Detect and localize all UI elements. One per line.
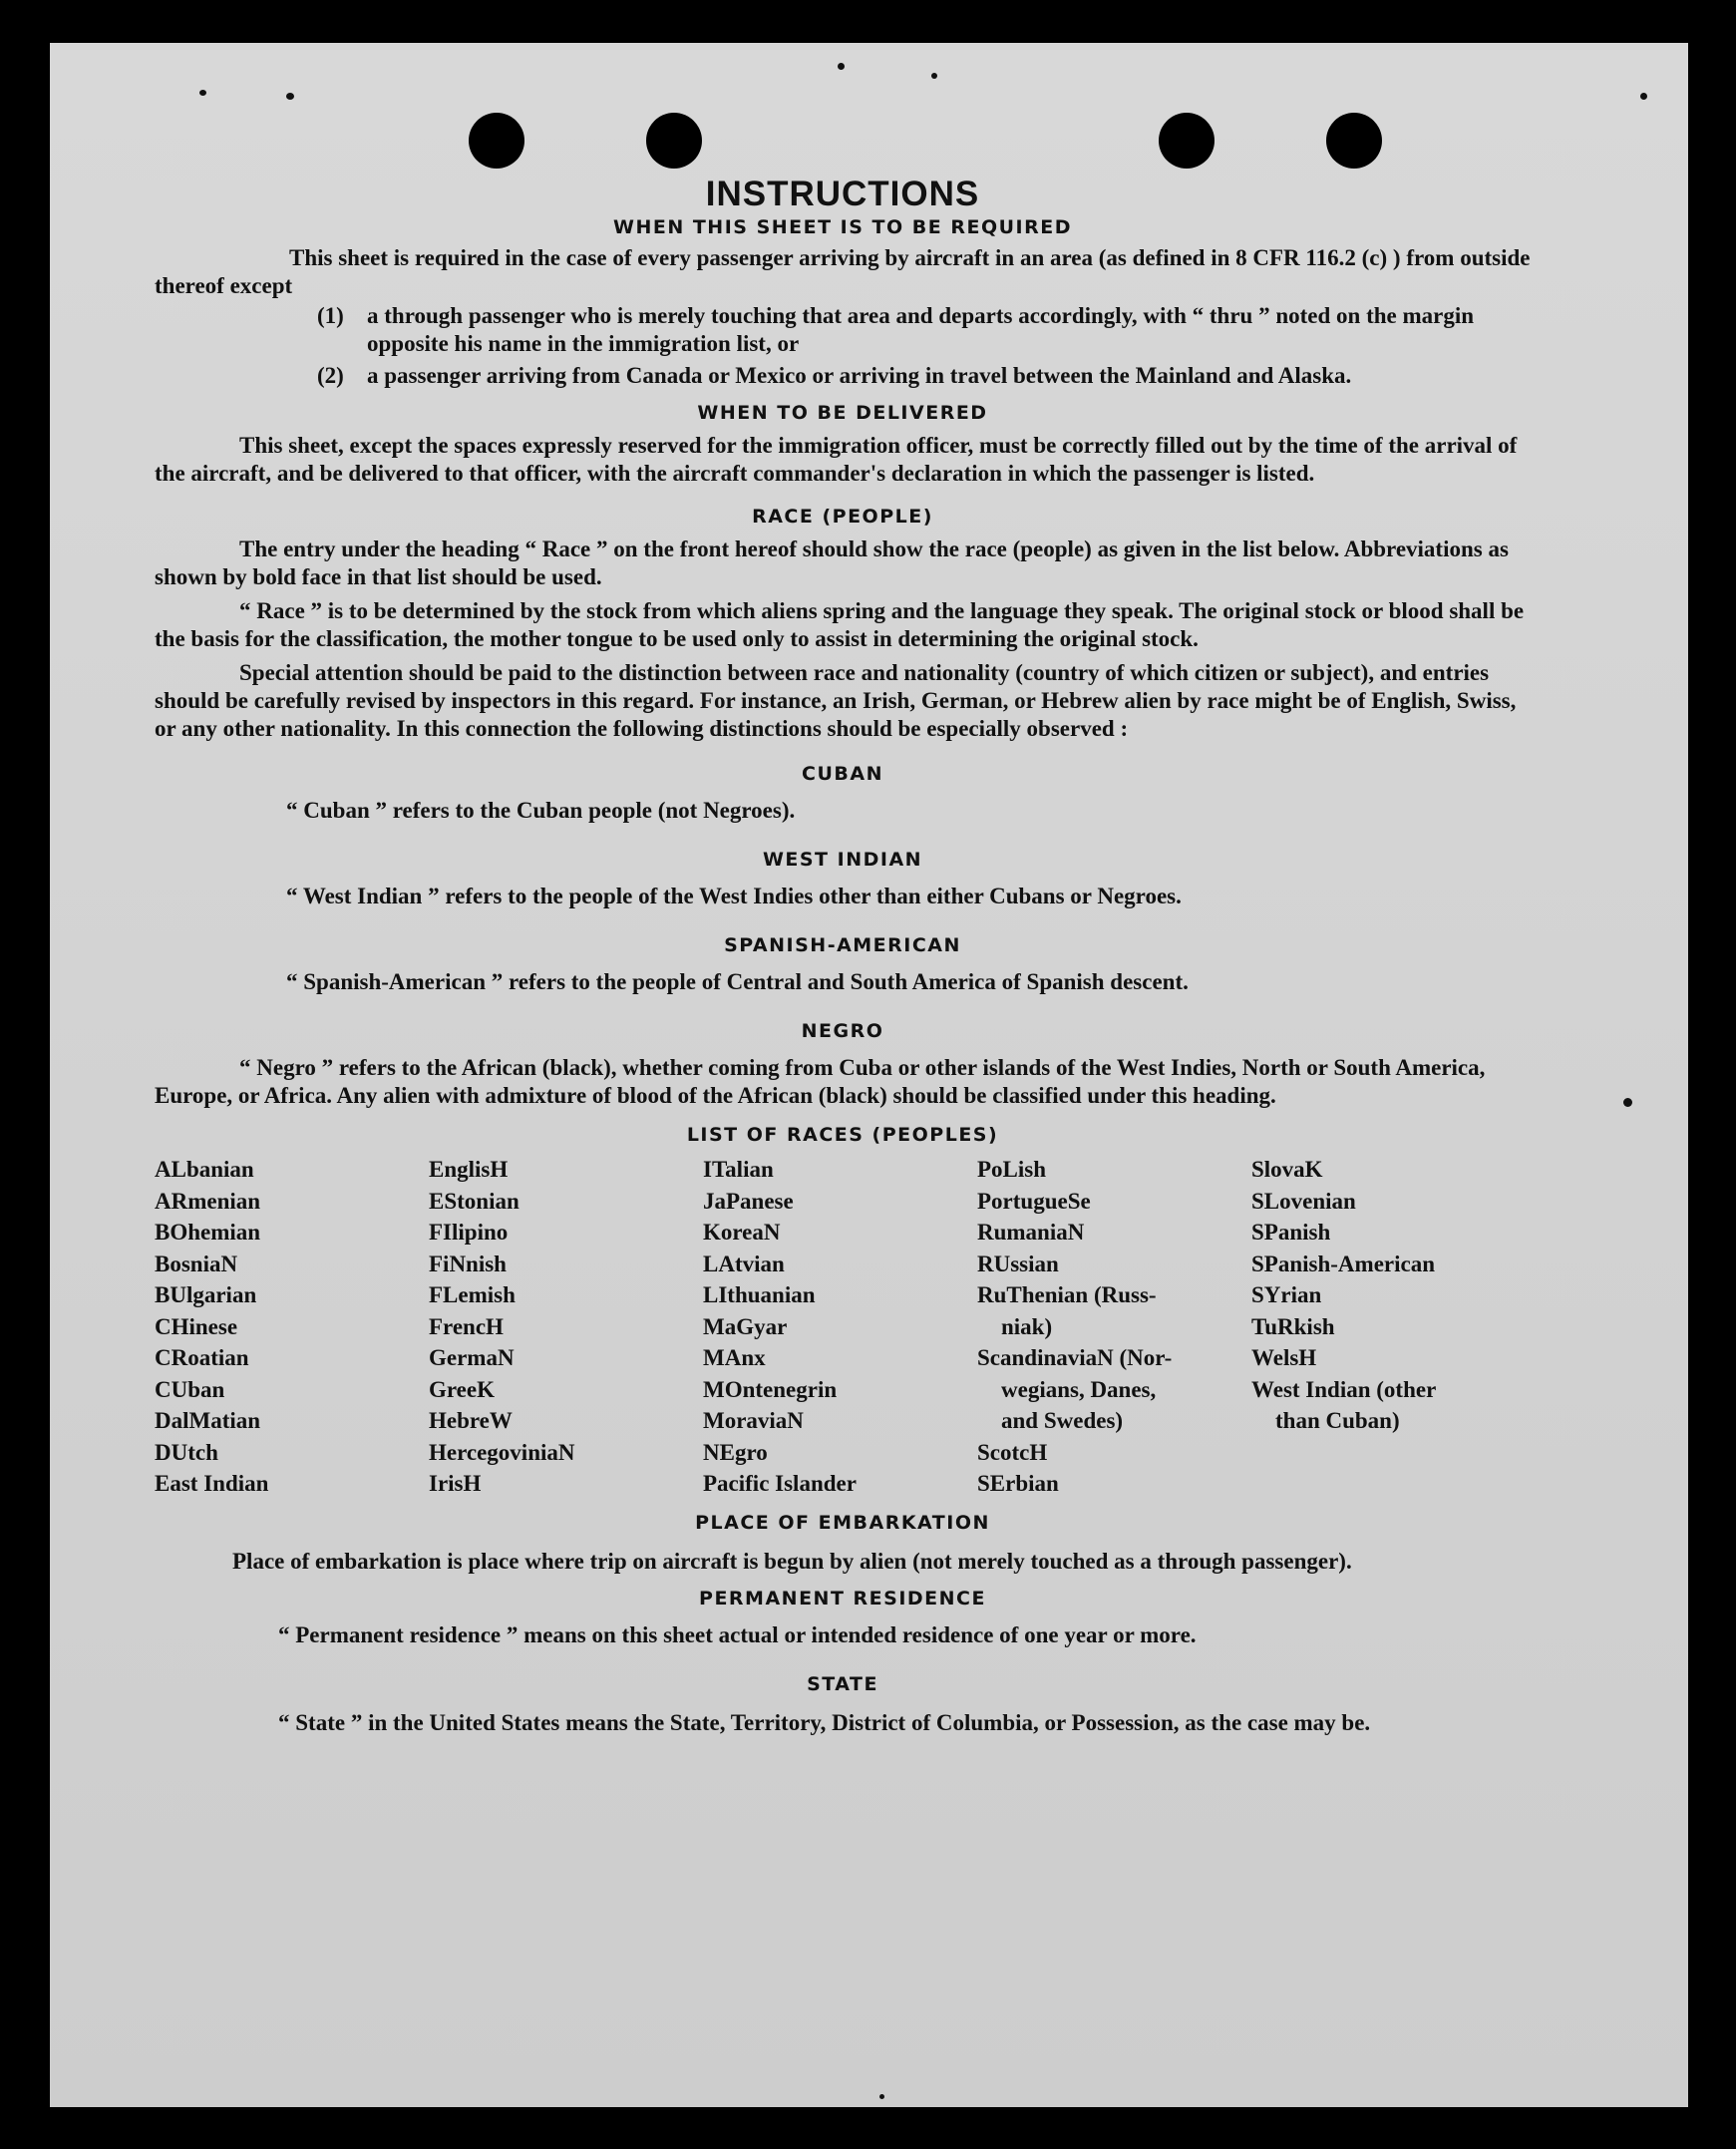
- section-heading: SPANISH-AMERICAN: [724, 934, 961, 956]
- paragraph: “ Permanent residence ” means on this sheet actual or intended residence of one year or more.: [278, 1621, 1197, 1647]
- item-text: a passenger arriving from Canada or Mexico or arriving in travel between the Mainland and Alaska.: [367, 363, 1352, 388]
- race-item: CHinese: [155, 1313, 238, 1339]
- race-item: RuThenian (Russ-: [977, 1282, 1157, 1307]
- paragraph: “ West Indian ” refers to the people of the West Indies other than either Cubans or Negroes.: [286, 884, 1182, 908]
- race-item: GreeK: [429, 1376, 495, 1402]
- race-item: TuRkish: [1251, 1313, 1335, 1339]
- race-item: LIthuanian: [703, 1282, 816, 1307]
- race-item: MoraviaN: [703, 1408, 804, 1433]
- section-heading: WEST INDIAN: [762, 849, 923, 871]
- race-item: WelsH: [1251, 1345, 1317, 1370]
- race-item: NEgro: [703, 1439, 768, 1465]
- paragraph: This sheet is required in the case of every passenger arriving by aircraft in an area (as defined in 8 CFR 116.2 (c) ) from outside thereof except: [155, 245, 1531, 298]
- race-item: RUssian: [977, 1251, 1059, 1276]
- race-item: GermaN: [429, 1345, 515, 1370]
- race-item: SLovenian: [1251, 1188, 1356, 1214]
- race-item: EnglisH: [429, 1157, 509, 1182]
- paragraph: Special attention should be paid to the distinction between race and nationality (country of which citizen or subject), and entries should be carefully revised by inspectors in this regard. For instance, an Irish, German, or Hebrew alien by race might be of English, Swiss, or any other nationality. In this connection the following distinctions should be especially observed :: [155, 660, 1517, 741]
- punch-hole: [1159, 113, 1215, 169]
- paragraph: This sheet, except the spaces expressly reserved for the immigration officer, must be correctly filled out by the time of the arrival of the aircraft, and be delivered to that officer, with the aircraft commander's declaration in which the passenger is listed.: [155, 433, 1518, 486]
- section-heading: NEGRO: [801, 1020, 884, 1042]
- list-item: [317, 302, 1531, 358]
- paragraph: “ Spanish-American ” refers to the people of Central and South America of Spanish descent.: [286, 969, 1189, 994]
- race-item: DalMatian: [155, 1408, 261, 1433]
- race-item: MaGyar: [703, 1313, 788, 1339]
- races-column: [977, 1154, 1251, 1500]
- punch-hole: [646, 113, 702, 169]
- race-item: SPanish-American: [1251, 1251, 1435, 1276]
- paragraph: “ Race ” is to be determined by the stock from which aliens spring and the language they speak. The original stock or blood shall be the basis for the classification, the mother tongue to be used only to assist in determining the original stock.: [155, 598, 1525, 651]
- section-heading: STATE: [807, 1672, 878, 1695]
- race-item: BOhemian: [155, 1220, 261, 1245]
- race-item: FrencH: [429, 1313, 504, 1339]
- ink-speck: [199, 90, 206, 96]
- section-heading: WHEN TO BE DELIVERED: [697, 402, 988, 424]
- paragraph: Place of embarkation is place where trip on aircraft is begun by alien (not merely touched as a through passenger).: [232, 1548, 1352, 1574]
- races-list: [155, 1154, 1531, 1500]
- punch-hole: [1326, 113, 1382, 169]
- ink-speck: [1640, 93, 1647, 100]
- section-heading: LIST OF RACES (PEOPLES): [686, 1124, 999, 1146]
- ink-speck: [286, 93, 294, 100]
- race-item: FiNnish: [429, 1251, 507, 1276]
- race-item: RumaniaN: [977, 1220, 1085, 1245]
- ink-speck: [879, 2094, 884, 2099]
- race-item: LAtvian: [703, 1251, 785, 1276]
- ink-speck: [838, 63, 845, 70]
- race-item: niak): [1001, 1313, 1053, 1339]
- race-item: MOntenegrin: [703, 1376, 838, 1402]
- race-item: HebreW: [429, 1408, 513, 1433]
- race-item: HercegoviniaN: [429, 1439, 575, 1465]
- races-column: [1251, 1154, 1551, 1500]
- races-column: [429, 1154, 703, 1500]
- race-item: Pacific Islander: [703, 1471, 857, 1496]
- race-item: ScandinaviaN (Nor-: [977, 1345, 1173, 1370]
- ink-speck: [1623, 1098, 1632, 1107]
- section-heading: WHEN THIS SHEET IS TO BE REQUIRED: [612, 216, 1072, 238]
- list-item: [317, 362, 1531, 390]
- paragraph: “ State ” in the United States means the State, Territory, District of Columbia, or Possession, as the case may be.: [278, 1709, 1371, 1735]
- race-item: ITalian: [703, 1157, 774, 1182]
- race-item: SErbian: [977, 1471, 1059, 1496]
- race-item: East Indian: [155, 1471, 269, 1496]
- instructions-content: [155, 175, 1531, 1739]
- race-item: West Indian (other: [1251, 1376, 1437, 1402]
- race-item: SlovaK: [1251, 1157, 1323, 1182]
- race-item: wegians, Danes,: [1001, 1376, 1157, 1402]
- race-item: EStonian: [429, 1188, 520, 1214]
- race-item: JaPanese: [703, 1188, 794, 1214]
- race-item: KoreaN: [703, 1220, 781, 1245]
- race-item: FIlipino: [429, 1220, 509, 1245]
- paragraph: “ Cuban ” refers to the Cuban people (not Negroes).: [286, 798, 796, 823]
- race-item: BosniaN: [155, 1251, 238, 1276]
- race-item: ARmenian: [155, 1188, 261, 1214]
- paragraph: The entry under the heading “ Race ” on the front hereof should show the race (people) as given in the list below. Abbreviations as shown by bold face in that list should be used.: [155, 537, 1509, 589]
- race-item: ALbanian: [155, 1157, 254, 1182]
- punch-hole: [469, 113, 524, 169]
- race-item: SPanish: [1251, 1220, 1331, 1245]
- races-column: [155, 1154, 429, 1500]
- race-item: CRoatian: [155, 1345, 249, 1370]
- ink-speck: [931, 73, 937, 79]
- race-item: SYrian: [1251, 1282, 1322, 1307]
- section-heading: PLACE OF EMBARKATION: [695, 1511, 990, 1534]
- race-item: MAnx: [703, 1345, 766, 1370]
- page-title: INSTRUCTIONS: [705, 175, 980, 213]
- race-item: ScotcH: [977, 1439, 1048, 1465]
- race-item: DUtch: [155, 1439, 218, 1465]
- race-item: than Cuban): [1275, 1408, 1400, 1433]
- item-number: (2): [317, 363, 344, 388]
- race-item: BUlgarian: [155, 1282, 257, 1307]
- section-heading: RACE (PEOPLE): [752, 506, 933, 528]
- race-item: PoLish: [977, 1157, 1047, 1182]
- paragraph: “ Negro ” refers to the African (black), whether coming from Cuba or other islands of the West Indies, North or South America, Europe, or Africa. Any alien with admixture of blood of the African (black) should be classified under this heading.: [155, 1055, 1486, 1108]
- race-item: IrisH: [429, 1471, 482, 1496]
- section-heading: CUBAN: [802, 763, 883, 785]
- item-text: a through passenger who is merely touching that area and departs accordingly, with “ thru ” noted on the margin opposite his name in the immigration list, or: [367, 303, 1475, 356]
- item-number: (1): [317, 303, 344, 328]
- race-item: CUban: [155, 1376, 225, 1402]
- race-item: PortugueSe: [977, 1188, 1091, 1214]
- race-item: FLemish: [429, 1282, 516, 1307]
- races-column: [703, 1154, 977, 1500]
- section-heading: PERMANENT RESIDENCE: [699, 1587, 986, 1610]
- race-item: and Swedes): [1001, 1408, 1124, 1433]
